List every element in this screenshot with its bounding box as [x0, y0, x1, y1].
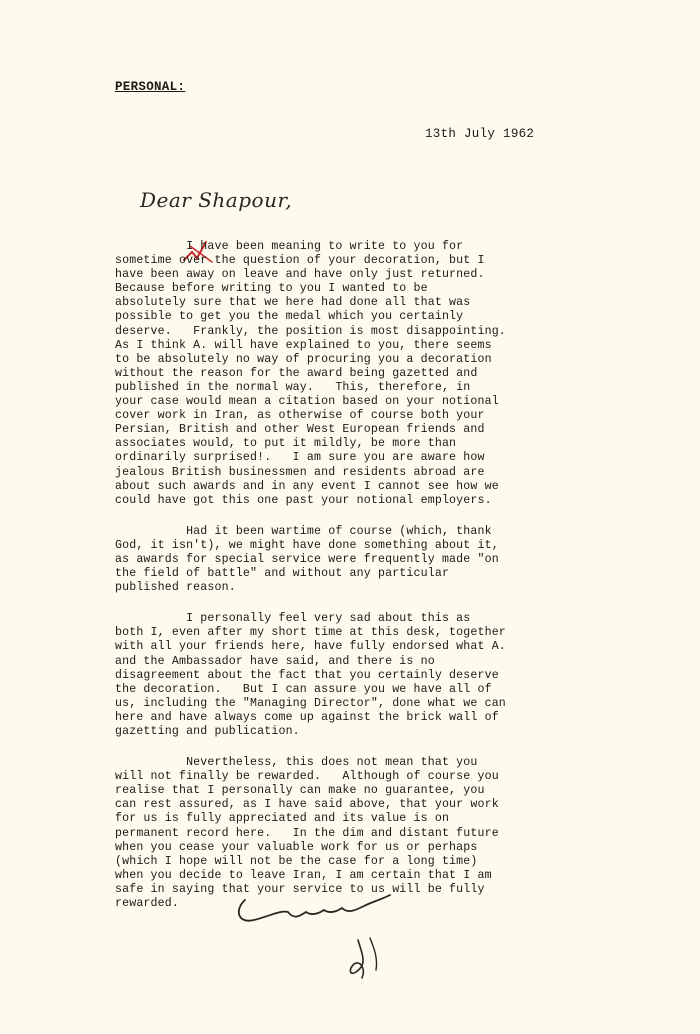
letter-line: cover work in Iran, as otherwise of course both your — [115, 409, 485, 423]
letter-line: without the reason for the award being gazetted and — [115, 366, 478, 380]
letter-line: to be absolutely no way of procuring you a decoration — [115, 352, 492, 366]
letter-line: both I, even after my short time at this desk, together — [115, 626, 506, 640]
letter-line: the decoration. But I can assure you we have all of — [115, 682, 492, 696]
letter-line: as awards for special service were frequently made "on — [115, 552, 499, 566]
letter-line: disagreement about the fact that you certainly deserve — [115, 668, 499, 682]
letter-line: published in the normal way. This, therefore, in — [115, 380, 471, 394]
letter-line: when you decide to leave Iran, I am certain that I am — [115, 868, 492, 882]
letter-line: when you cease your valuable work for us or perhaps — [115, 840, 478, 854]
letter-paragraph — [115, 240, 575, 508]
personal-marking: PERSONAL: — [115, 80, 186, 94]
letter-line: the field of battle" and without any particular — [115, 567, 450, 581]
handwritten-salutation: Dear Shapour, — [140, 188, 293, 212]
letter-line: safe in saying that your service to us will be fully — [115, 882, 485, 896]
letter-line: As I think A. will have explained to you, there seems — [115, 338, 492, 352]
letter-line: God, it isn't), we might have done something about it, — [115, 538, 499, 552]
letter-line: Had it been wartime of course (which, thank — [115, 524, 492, 538]
letter-line: associates would, to put it mildly, be more than — [115, 437, 457, 451]
letter-line: can rest assured, as I have said above, that your work — [115, 798, 499, 812]
letter-line: published reason. — [115, 581, 236, 595]
letter-line: will not finally be rewarded. Although of course you — [115, 770, 499, 784]
letter-paragraph — [115, 612, 575, 739]
letter-line: realise that I personally can make no guarantee, you — [115, 784, 485, 798]
letter-line: with all your friends here, have fully endorsed what A. — [115, 640, 506, 654]
letter-line: I have been meaning to write to you for — [115, 240, 464, 253]
letter-line: possible to get you the medal which you certainly — [115, 310, 464, 324]
letter-line: gazetting and publication. — [115, 725, 300, 738]
letter-line: ordinarily surprised!. I am sure you are aware how — [115, 451, 485, 465]
letter-line: for us is fully appreciated and its value is on — [115, 812, 450, 826]
letter-line: Nevertheless, this does not mean that you — [115, 756, 478, 770]
letter-line: your case would mean a citation based on your notional — [115, 395, 499, 409]
letter-line: and the Ambassador have said, and there is no — [115, 654, 435, 668]
letter-line: absolutely sure that we here had done all that was — [115, 296, 471, 310]
handwritten-signature — [230, 880, 410, 990]
letter-paragraph — [115, 525, 575, 595]
letter-line: deserve. Frankly, the position is most disappointing. — [115, 324, 506, 338]
letter-body — [115, 240, 575, 928]
letter-line: could have got this one past your notional employers. — [115, 493, 492, 507]
letter-line: about such awards and in any event I cannot see how we — [115, 479, 499, 493]
letter-line: (which I hope will not be the case for a long time) — [115, 854, 478, 868]
letter-line: here and have always come up against the brick wall of — [115, 710, 499, 724]
letter-line: us, including the "Managing Director", done what we can — [115, 696, 506, 710]
letter-line: sometime over the question of your decoration, but I — [115, 254, 485, 268]
letter-line: jealous British businessmen and residents abroad are — [115, 465, 485, 479]
letter-line: I personally feel very sad about this as — [115, 612, 471, 626]
letter-line: Persian, British and other West European friends and — [115, 423, 485, 437]
letter-line: rewarded. — [115, 897, 179, 911]
letter-line: permanent record here. In the dim and distant future — [115, 826, 499, 840]
letter-line: Because before writing to you I wanted to be — [115, 282, 428, 296]
letter-date: 13th July 1962 — [425, 127, 535, 141]
letter-line: have been away on leave and have only just returned. — [115, 268, 485, 282]
